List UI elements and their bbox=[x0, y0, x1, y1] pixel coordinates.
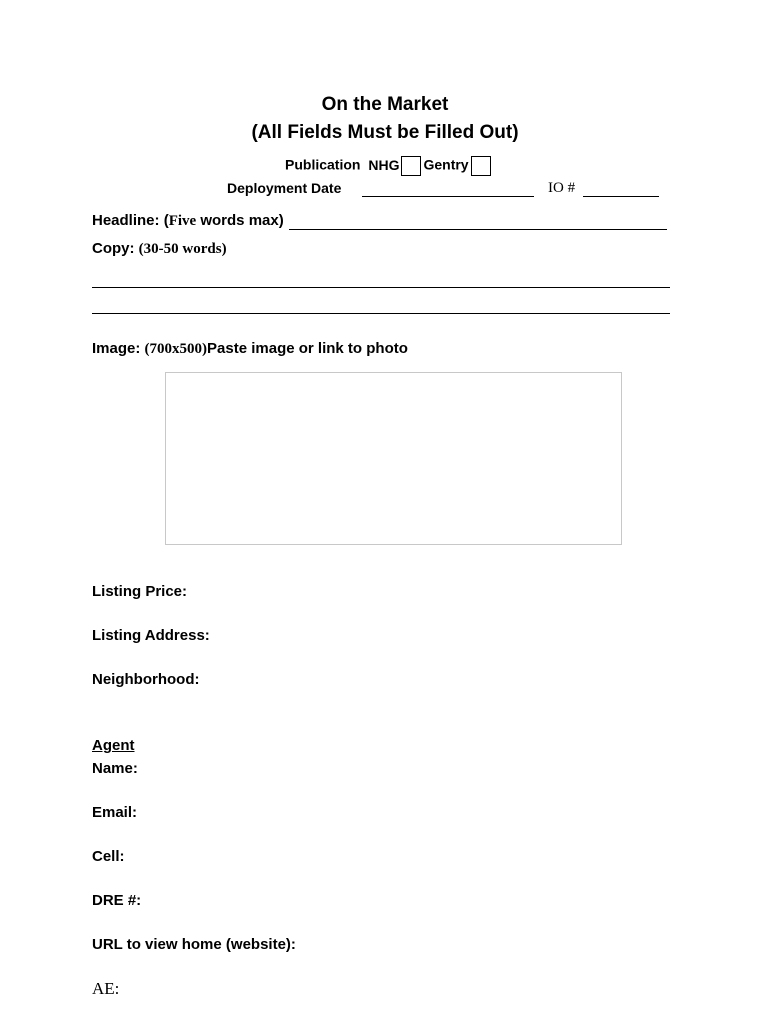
image-hint: Paste image or link to photo bbox=[207, 340, 408, 357]
deployment-date-label: Deployment Date bbox=[227, 180, 342, 196]
form-title: On the Market bbox=[321, 94, 449, 115]
nhg-label: NHG bbox=[368, 156, 400, 173]
listing-price-label: Listing Price: bbox=[92, 583, 188, 600]
image-label: Image: bbox=[92, 340, 141, 357]
ae-label: AE: bbox=[92, 979, 120, 998]
publication-row bbox=[285, 156, 493, 176]
form-subtitle: (All Fields Must be Filled Out) bbox=[251, 122, 519, 143]
io-number-field[interactable] bbox=[583, 196, 659, 197]
image-paste-box[interactable] bbox=[165, 372, 622, 545]
agent-section-heading: Agent bbox=[92, 737, 135, 754]
headline-hint-five: Five bbox=[168, 213, 197, 229]
gentry-label: Gentry bbox=[423, 156, 469, 173]
headline-hint-rest: words max) bbox=[196, 212, 284, 229]
copy-label-row bbox=[92, 240, 227, 258]
copy-label: Copy: bbox=[92, 240, 135, 257]
agent-name-label: Name: bbox=[92, 760, 138, 777]
io-label: IO # bbox=[548, 180, 576, 196]
publication-label: Publication bbox=[285, 156, 361, 173]
agent-dre-label: DRE #: bbox=[92, 892, 142, 909]
headline-label-row bbox=[92, 212, 284, 230]
listing-address-label: Listing Address: bbox=[92, 627, 210, 644]
copy-line-1[interactable] bbox=[92, 287, 670, 288]
agent-cell-label: Cell: bbox=[92, 848, 125, 865]
copy-line-2[interactable] bbox=[92, 313, 670, 314]
neighborhood-label: Neighborhood: bbox=[92, 671, 200, 688]
image-size-hint: (700x500) bbox=[144, 341, 208, 357]
agent-email-label: Email: bbox=[92, 804, 138, 821]
nhg-checkbox[interactable] bbox=[401, 156, 421, 176]
headline-hint-open: ( bbox=[163, 212, 169, 229]
gentry-checkbox[interactable] bbox=[471, 156, 491, 176]
headline-field[interactable] bbox=[289, 229, 667, 230]
url-label: URL to view home (website): bbox=[92, 936, 296, 953]
headline-label: Headline: bbox=[92, 212, 160, 229]
image-label-row bbox=[92, 340, 408, 358]
deployment-date-field[interactable] bbox=[362, 196, 534, 197]
copy-hint: (30-50 words) bbox=[138, 241, 227, 257]
